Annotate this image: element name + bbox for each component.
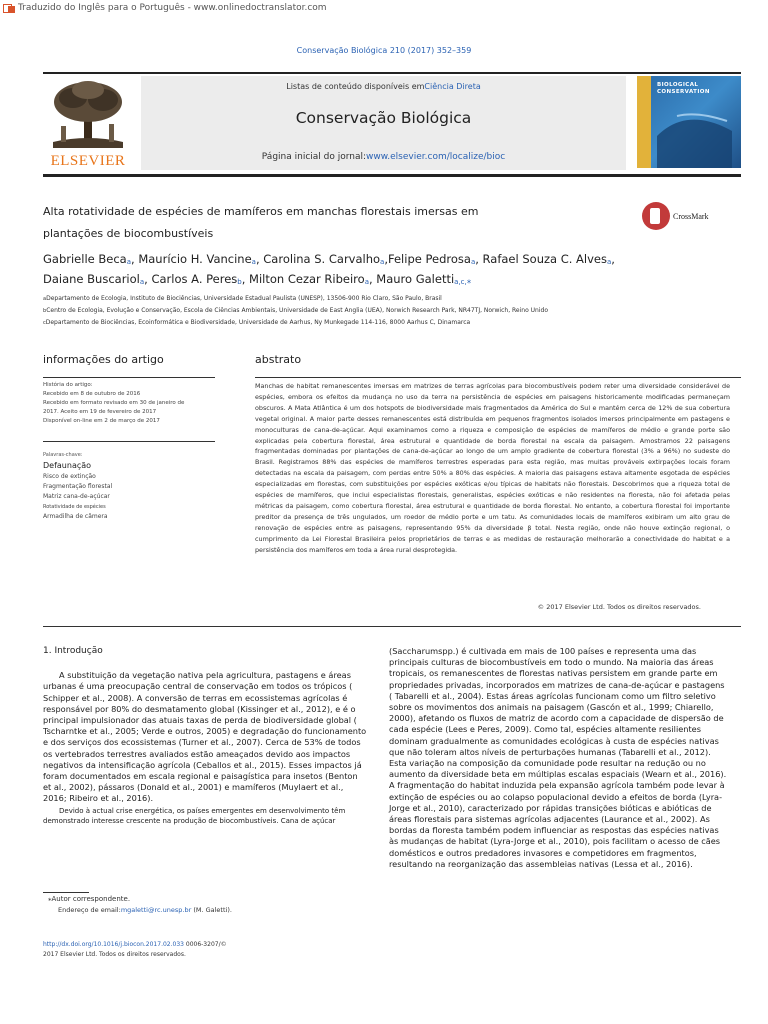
abstract-rule <box>255 377 741 378</box>
article-info-heading: informações do artigo <box>43 353 164 366</box>
history-item: 2017. Aceito em 19 de fevereiro de 2017 <box>43 409 157 415</box>
author-affiliation-mark[interactable]: a <box>607 258 612 266</box>
author-name[interactable]: Felipe Pedrosa <box>388 252 471 266</box>
keyword-item: Risco de extinção <box>43 473 96 480</box>
author-affiliation-mark[interactable]: a <box>126 258 132 266</box>
doi-link[interactable]: http://dx.doi.org/10.1016/j.biocon.2017.02.033 <box>43 941 184 948</box>
cover-title: BIOLOGICAL CONSERVATION <box>657 82 710 95</box>
intro-heading: 1. Introdução <box>43 646 103 656</box>
rights-line: 2017 Elsevier Ltd. Todos os direitos reservados. <box>43 951 186 958</box>
affiliation-item: cDepartamento de Biociências, Ecoinformática e Biodiversidade, Universidade de Aarhus, Ny Munkegade 114-116, 8000 Aarhus C, Dinamarca <box>43 319 471 326</box>
footnote <box>48 894 378 916</box>
journal-homepage-line: Página inicial do jornal:www.elsevier.com/localize/bioc <box>261 152 506 162</box>
doi-block <box>43 940 343 960</box>
journal-masthead <box>141 76 626 170</box>
article-history <box>43 381 215 426</box>
body-column-right <box>389 646 727 870</box>
corresponding-author-mark[interactable]: ⁎ <box>466 276 472 286</box>
cover-photo-icon <box>637 76 741 168</box>
email-note: Endereço de email:mgaletti@rc.unesp.br (M. Galetti). <box>58 906 232 914</box>
corresponding-author-note: ⁎Autor correspondente. <box>48 895 131 903</box>
author-affiliation-mark[interactable]: a,c, <box>454 278 467 286</box>
history-item: Disponível on-line em 2 de março de 2017 <box>43 418 160 424</box>
translate-icon <box>3 3 16 14</box>
elsevier-wordmark: ELSEVIER <box>50 153 126 169</box>
author-email-link[interactable]: mgaletti@rc.unesp.br <box>120 906 192 914</box>
abstract-copyright: © 2017 Elsevier Ltd. Todos os direitos reservados. <box>537 603 701 611</box>
keyword-item: Matriz cana-de-açúcar <box>43 493 110 500</box>
abstract-text: Manchas de habitat remanescentes imersas em matrizes de terras agrícolas para biocombustíveis podem reter uma diversidade considerável de espécies, embora os efeitos da mudança no uso da terra na persistência de espécies em paisagens historicamente modificadas permaneçam obscuros. A Mata Atlântica é um dos hotspots de biodiversidade mais fragmentados da América do Sul e mantém cerca de 12% de sua cobertura vegetal original. A maior parte desses remanescentes está distribuída em pequenos fragmentos isolados imersos principalmente em pastagens e monoculturas de cana-de-açúcar. Aqui examinamos como a riqueza e composição de espécies de mamíferos de médio e grande porte são explicadas pela cobertura florestal, área estrutural e quantidade de borda florestal na escala da paisagem. Amostramos 22 paisagens fragmentadas dominadas por plantações de cana-de-açúcar ao longo de um amplo gradiente de cobertura florestal (3% a 96%) no sudeste do Brasil. Registramos 88% das espécies de mamíferos terrestres esperadas para esta região, mas muitas prováveis extirpações locais foram detectadas na escala da paisagem, com perdas entre 50% a 80% das espécies. A maioria das paisagens estava altamente esgotada de espécies especializadas em florestas, com substituições por espécies exóticas e/ou típicas de habitats não florestais. Descobrimos que a riqueza total de espécies de mamíferos, que inclui especialistas florestais, generalistas, espécies exóticas e não residentes na floresta, não foi afetada pelas métricas da paisagem, como cobertura florestal, área estrutural e quantidade de borda florestal. No entanto, a cobertura florestal foi importante preditor da presença de três ungulados, um roedor de médio porte e um tatu. As comunidades locais de mamíferos exibiram um alto grau de renovação de espécies entre as paisagens, representando 95% da diversidade β total. Nesta região, onde não houve extinção regional, o cumprimento da Lei Florestal Brasileira pelos proprietários de terras e as medidas de restauração melhorarão a conectividade do habitat e a persistência dos mamíferos em toda a área rural desprotegida. <box>255 382 730 554</box>
author-affiliation-mark[interactable]: a <box>139 278 145 286</box>
author-affiliation-mark[interactable]: a <box>251 258 256 266</box>
author-name[interactable]: Daiane Buscariol <box>43 272 140 286</box>
crossmark-label: CrossMark <box>673 211 709 221</box>
author-list <box>43 251 733 291</box>
crossmark-icon <box>642 202 670 230</box>
keywords-rule <box>43 441 215 442</box>
translator-banner[interactable] <box>0 0 327 16</box>
article-info-rule <box>43 377 215 378</box>
author-name[interactable]: Rafael Souza C. Alves <box>482 252 607 266</box>
keyword-item: Armadilha de câmera <box>43 513 108 520</box>
article-title: Alta rotatividade de espécies de mamíferos em manchas florestais imersas em plantações de biocombustíveis <box>43 205 479 240</box>
abstract-heading: abstrato <box>255 353 302 366</box>
author-line-1: Gabrielle Beca$_a$, Maurício H. Vancine$_a$, Carolina S. Carvalho$_a$,Felipe Pedrosa$_a$, Rafael Souza C. Alves$_a$, <box>43 252 615 266</box>
author-affiliation-mark[interactable]: a <box>470 258 476 266</box>
author-name[interactable]: Milton Cezar Ribeiro <box>249 272 365 286</box>
header-top-rule <box>43 72 741 74</box>
author-affiliation-mark[interactable]: b <box>237 278 242 286</box>
affiliation-item: bCentro de Ecologia, Evolução e Conservação, Escola de Ciências Ambientais, Universidade de East Anglia (UEA), Norwich Research Park, NR47TJ, Norwich, Reino Unido <box>43 307 548 314</box>
header-bottom-rule <box>43 174 741 177</box>
tree-emblem-icon <box>43 78 133 152</box>
body-paragraph: A substituição da vegetação nativa pela agricultura, pastagens e áreas urbanas é uma preocupação central de conservação em todos os trópicos ( Schipper et al., 2008). A conversão de terras em ecossistemas agrícolas é responsável por 80% do desmatamento global (Kissinger et al., 2012), e é o principal impulsionador das atuais taxas de perda de biodiversidade global ( Tscharntke et al., 2005; Verde e outros, 2005) e degradação do funcionamento e dos serviços dos ecossistemas (Turner et al., 2007). Cerca de 53% de todos os vertebrados terrestres avaliados estão ameaçados devido aos impactos negativos da intensificação agrícola (Ceballos et al., 2015). Esses impactos já foram documentados em escala regional e paisagística para insetos (Benton et al., 2002), pássaros (Donald et al., 2001) e mamíferos (Muylaert et al., 2016; Ribeiro et al., 2016). <box>43 670 367 804</box>
author-name[interactable]: Carolina S. Carvalho <box>263 252 381 266</box>
contents-lists-line: Listas de conteúdo disponíveis emCiência Direta <box>286 82 481 91</box>
body-column-left <box>43 646 368 828</box>
affiliation-item: aDepartamento de Ecologia, Instituto de Biociências, Universidade Estadual Paulista (UNESP), 13506-900 Rio Claro, São Paulo, Brasil <box>43 295 442 302</box>
body-paragraph: (Saccharumspp.) é cultivada em mais de 100 países e representa uma das principais culturas de biocombustíveis em todo o mundo. Na maioria das áreas tropicais, os remanescentes de florestas nativas persistem em grande parte em propriedades privadas, incorporados em matrizes de cana-de-açúcar e pastagens ( Tabarelli et al., 2004). Estas áreas agrícolas funcionam como um filtro seletivo sobre os movimentos dos animais na paisagem (Gascón et al., 1999; Chiarello, 2000), afetando os fluxos de matriz de acordo com a capacidade de dispersão de cada espécie (Lees e Peres, 2009). Como tal, espécies altamente resilientes dominam gradualmente as comunidades ecológicas à custa de espécies nativas que não toleram altos níveis de perturbações humanas (Tabarelli et al., 2012). Esta variação na composição da comunidade pode resultar na redução ou no aumento da diversidade beta em múltiplas escalas espaciais (Wearn et al., 2016). A fragmentação do habitat induzida pela expansão agrícola também pode levar à extinção de espécies ou ao colapso populacional devido a efeitos de borda (Lyra-Jorge et al., 2010), caracterizado por rápidas transições bióticas e abióticas de áreas florestais para sistemas agrícolas adjacentes (Laurance et al., 2002). As bordas da floresta também podem influenciar as respostas das espécies nativas às mudanças de habitat (Lyra-Jorge et al., 2010), pois facilitam o acesso de cães domésticos e outros predadores invasores e competidores em fragmentos, resultando na reorganização das assembleias nativas (Lessa et al., 2016). <box>389 646 727 869</box>
history-item: Recebido em 8 de outubro de 2016 <box>43 391 141 397</box>
journal-reference[interactable]: Conservação Biológica 210 (2017) 352–359 <box>296 46 472 55</box>
elsevier-logo[interactable] <box>43 78 133 170</box>
author-affiliation-mark[interactable]: a <box>364 278 369 286</box>
affiliations <box>43 293 743 329</box>
sciencedirect-link[interactable]: Ciência Direta <box>424 82 481 91</box>
footnote-rule <box>43 892 89 893</box>
doi-line: http://dx.doi.org/10.1016/j.biocon.2017.02.033 0006-3207/© <box>43 941 227 948</box>
crossmark-badge[interactable] <box>642 201 742 231</box>
author-affiliation-mark[interactable]: a <box>380 258 385 266</box>
history-label: História do artigo: <box>43 382 93 388</box>
section-divider <box>43 626 741 627</box>
keywords <box>43 450 215 522</box>
author-name[interactable]: Maurício H. Vancine <box>138 252 252 266</box>
keyword-item: Rotatividade de espécies <box>43 504 106 510</box>
author-name[interactable]: Carlos A. Peres <box>151 272 238 286</box>
history-item: Recebido em formato revisado em 30 de janeiro de <box>43 400 185 406</box>
translator-banner-text: Traduzido do Inglês para o Português - www.onlinedoctranslator.com <box>18 3 327 13</box>
journal-cover-image[interactable] <box>637 76 741 168</box>
body-paragraph: Devido à actual crise energética, os países emergentes em desenvolvimento têm demonstrado interesse crescente na produção de biocombustíveis. Cana de açúcar <box>43 806 346 826</box>
author-line-2: Daiane Buscariol$_a$, Carlos A. Peres$_b$, Milton Cezar Ribeiro$_a$, Mauro Galetti$_{a,c,}$⁎ <box>43 272 472 286</box>
author-name[interactable]: Gabrielle Beca <box>43 252 127 266</box>
author-name[interactable]: Mauro Galetti <box>376 272 455 286</box>
keyword-item: Defaunação <box>43 461 92 470</box>
keyword-item: Fragmentação florestal <box>43 483 113 490</box>
journal-homepage-link[interactable]: www.elsevier.com/localize/bioc <box>366 152 506 162</box>
keywords-label: Palavras-chave: <box>43 452 83 458</box>
journal-title: Conservação Biológica <box>295 109 472 127</box>
